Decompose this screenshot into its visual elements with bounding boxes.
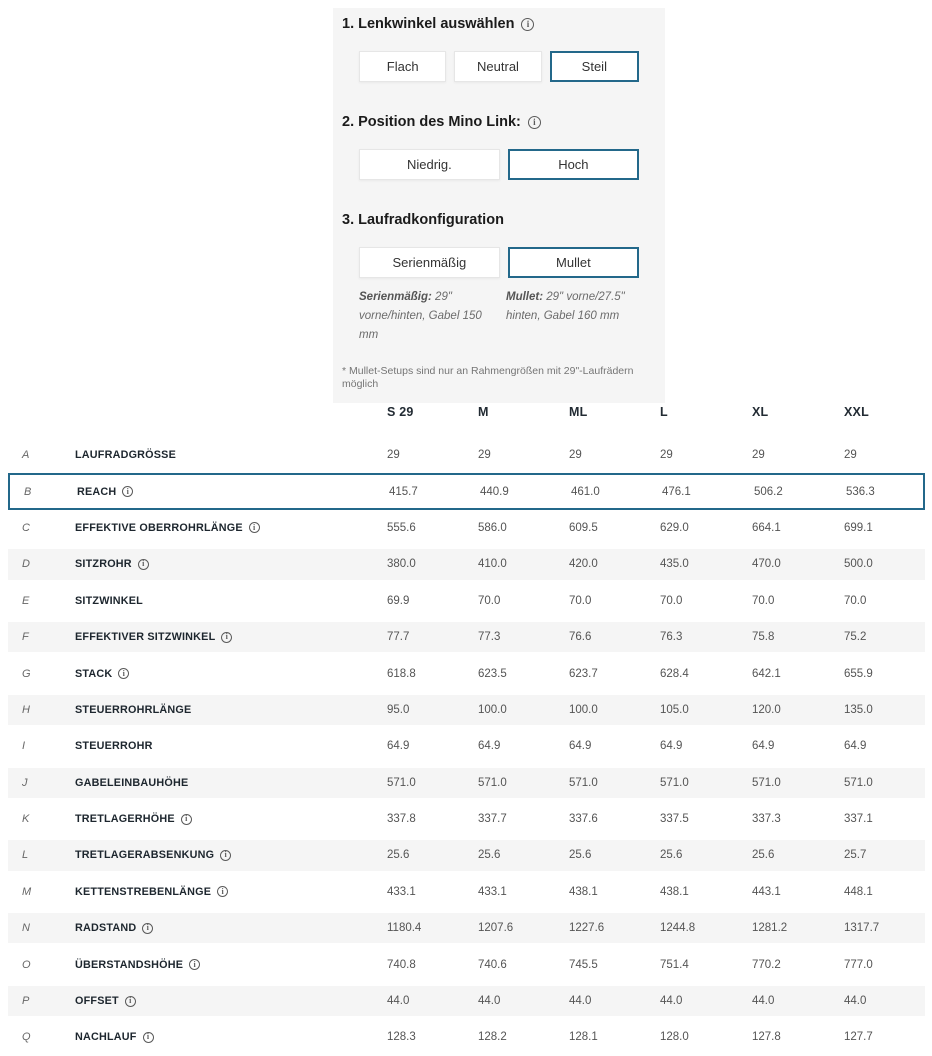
table-rows bbox=[8, 437, 925, 1056]
table-row-B[interactable] bbox=[8, 473, 925, 509]
cell-value: 470.0 bbox=[752, 558, 781, 571]
cell-value: 135.0 bbox=[844, 703, 873, 716]
info-icon[interactable]: i bbox=[220, 850, 231, 861]
table-row-E[interactable] bbox=[8, 583, 925, 619]
option-button-serienmig[interactable]: Serienmäßig bbox=[359, 247, 500, 278]
cell-value: 25.6 bbox=[387, 849, 410, 862]
cell-value: 70.0 bbox=[660, 594, 683, 607]
row-label bbox=[77, 486, 133, 498]
cell-value: 70.0 bbox=[478, 594, 501, 607]
cell-value: 25.6 bbox=[478, 849, 501, 862]
cell-value: 100.0 bbox=[569, 703, 598, 716]
cell-value: 337.3 bbox=[752, 813, 781, 826]
cell-value: 44.0 bbox=[752, 995, 775, 1008]
table-row-H[interactable] bbox=[8, 692, 925, 728]
row-letter: B bbox=[24, 485, 32, 498]
cell-value: 440.9 bbox=[480, 485, 509, 498]
row-label-text: EFFEKTIVE OBERROHRLÄNGE bbox=[75, 521, 243, 534]
cell-value: 337.5 bbox=[660, 813, 689, 826]
section-title-wheel-config-text: 3. Laufradkonfiguration bbox=[342, 212, 504, 228]
option-button-steil[interactable]: Steil bbox=[550, 51, 639, 82]
size-column-header: XL bbox=[752, 405, 769, 419]
cell-value: 777.0 bbox=[844, 958, 873, 971]
cell-value: 64.9 bbox=[752, 740, 775, 753]
cell-value: 618.8 bbox=[387, 667, 416, 680]
cell-value: 770.2 bbox=[752, 958, 781, 971]
cell-value: 435.0 bbox=[660, 558, 689, 571]
cell-value: 29 bbox=[660, 449, 673, 462]
cell-value: 75.2 bbox=[844, 631, 867, 644]
cell-value: 128.2 bbox=[478, 1031, 507, 1044]
row-letter: Q bbox=[22, 1031, 31, 1044]
row-label-text: ÜBERSTANDSHÖHE bbox=[75, 958, 184, 971]
row-label-text: KETTENSTREBENLÄNGE bbox=[75, 885, 212, 898]
description-mullet-text: 29" vorne/27.5" hinten, Gabel 160 mm bbox=[506, 291, 625, 322]
info-icon[interactable]: i bbox=[521, 18, 534, 31]
table-row-O[interactable] bbox=[8, 946, 925, 982]
cell-value: 29 bbox=[478, 449, 491, 462]
cell-value: 740.8 bbox=[387, 958, 416, 971]
row-letter: O bbox=[22, 958, 31, 971]
row-label bbox=[75, 704, 191, 716]
table-row-F[interactable] bbox=[8, 619, 925, 655]
row-label-text: STACK bbox=[75, 667, 113, 680]
table-row-A[interactable] bbox=[8, 437, 925, 473]
row-label bbox=[75, 522, 260, 534]
row-letter: A bbox=[22, 449, 30, 462]
size-column-header: XXL bbox=[844, 405, 869, 419]
section-title-mino-link bbox=[342, 115, 639, 130]
cell-value: 64.9 bbox=[569, 740, 592, 753]
cell-value: 120.0 bbox=[752, 703, 781, 716]
row-label-text: REACH bbox=[77, 485, 117, 498]
cell-value: 461.0 bbox=[571, 485, 600, 498]
cell-value: 623.5 bbox=[478, 667, 507, 680]
row-letter: I bbox=[22, 740, 26, 753]
cell-value: 70.0 bbox=[569, 594, 592, 607]
description-mullet bbox=[506, 288, 639, 345]
cell-value: 571.0 bbox=[569, 776, 598, 789]
cell-value: 128.3 bbox=[387, 1031, 416, 1044]
table-row-J[interactable] bbox=[8, 765, 925, 801]
info-icon[interactable]: i bbox=[217, 886, 228, 897]
cell-value: 751.4 bbox=[660, 958, 689, 971]
cell-value: 337.7 bbox=[478, 813, 507, 826]
cell-value: 740.6 bbox=[478, 958, 507, 971]
row-label bbox=[75, 777, 188, 789]
cell-value: 438.1 bbox=[660, 885, 689, 898]
cell-value: 571.0 bbox=[752, 776, 781, 789]
row-label bbox=[75, 631, 232, 643]
row-label bbox=[75, 668, 129, 680]
cell-value: 623.7 bbox=[569, 667, 598, 680]
cell-value: 448.1 bbox=[844, 885, 873, 898]
cell-value: 29 bbox=[844, 449, 857, 462]
cell-value: 433.1 bbox=[478, 885, 507, 898]
cell-value: 745.5 bbox=[569, 958, 598, 971]
row-label bbox=[75, 813, 192, 825]
cell-value: 100.0 bbox=[478, 703, 507, 716]
cell-value: 69.9 bbox=[387, 594, 410, 607]
wheel-config-options bbox=[359, 247, 639, 278]
section-title-head-angle bbox=[342, 17, 639, 32]
row-label bbox=[75, 959, 200, 971]
info-icon[interactable]: i bbox=[221, 632, 232, 643]
cell-value: 337.1 bbox=[844, 813, 873, 826]
cell-value: 506.2 bbox=[754, 485, 783, 498]
row-letter: K bbox=[22, 813, 30, 826]
cell-value: 76.3 bbox=[660, 631, 683, 644]
row-label bbox=[75, 995, 136, 1007]
cell-value: 44.0 bbox=[660, 995, 683, 1008]
row-letter: G bbox=[22, 667, 31, 680]
cell-value: 75.8 bbox=[752, 631, 775, 644]
cell-value: 95.0 bbox=[387, 703, 410, 716]
size-column-header: L bbox=[660, 405, 668, 419]
table-row-P[interactable] bbox=[8, 983, 925, 1019]
cell-value: 642.1 bbox=[752, 667, 781, 680]
cell-value: 44.0 bbox=[844, 995, 867, 1008]
cell-value: 1180.4 bbox=[387, 922, 422, 935]
option-button-mullet[interactable]: Mullet bbox=[508, 247, 639, 278]
cell-value: 420.0 bbox=[569, 558, 598, 571]
row-label bbox=[75, 595, 143, 607]
row-label bbox=[75, 849, 231, 861]
cell-value: 609.5 bbox=[569, 521, 598, 534]
cell-value: 438.1 bbox=[569, 885, 598, 898]
table-row-I[interactable] bbox=[8, 728, 925, 764]
info-icon[interactable]: i bbox=[528, 116, 541, 129]
cell-value: 1207.6 bbox=[478, 922, 514, 935]
cell-value: 127.8 bbox=[752, 1031, 781, 1044]
info-icon[interactable]: i bbox=[138, 559, 149, 570]
cell-value: 105.0 bbox=[660, 703, 689, 716]
row-letter: H bbox=[22, 703, 30, 716]
wheel-config-descriptions bbox=[359, 288, 639, 345]
section-title-head-angle-text: 1. Lenkwinkel auswählen bbox=[342, 16, 515, 32]
size-column-header: M bbox=[478, 405, 489, 419]
cell-value: 415.7 bbox=[389, 485, 418, 498]
option-button-hoch[interactable]: Hoch bbox=[508, 149, 639, 180]
cell-value: 44.0 bbox=[569, 995, 592, 1008]
cell-value: 128.0 bbox=[660, 1031, 689, 1044]
row-label-text: STEUERROHR bbox=[75, 740, 153, 753]
info-icon[interactable]: i bbox=[122, 486, 133, 497]
cell-value: 1244.8 bbox=[660, 922, 696, 935]
cell-value: 571.0 bbox=[478, 776, 507, 789]
info-icon[interactable]: i bbox=[249, 522, 260, 533]
description-standard-text: 29" vorne/hinten, Gabel 150 mm bbox=[359, 291, 482, 341]
size-column-header: ML bbox=[569, 405, 588, 419]
cell-value: 25.6 bbox=[752, 849, 775, 862]
row-letter: C bbox=[22, 521, 30, 534]
section-title-mino-link-text: 2. Position des Mino Link: bbox=[342, 114, 521, 130]
mullet-footnote: * Mullet-Setups sind nur an Rahmengrößen mit 29"-Laufrädern möglich bbox=[342, 365, 634, 390]
size-column-header: S 29 bbox=[387, 405, 414, 419]
size-header-row bbox=[0, 400, 932, 424]
row-label bbox=[75, 558, 149, 570]
geometry-config-panel bbox=[333, 8, 665, 403]
cell-value: 77.7 bbox=[387, 631, 410, 644]
cell-value: 44.0 bbox=[478, 995, 501, 1008]
table-row-L[interactable] bbox=[8, 837, 925, 873]
row-letter: F bbox=[22, 631, 29, 644]
info-icon[interactable]: i bbox=[189, 959, 200, 970]
row-label-text: TRETLAGERHÖHE bbox=[75, 813, 175, 826]
description-standard-lead: Serienmäßig: bbox=[359, 291, 432, 303]
row-label-text: EFFEKTIVER SITZWINKEL bbox=[75, 631, 216, 644]
head-angle-options bbox=[359, 51, 639, 82]
row-label-text: LAUFRADGRÖSSE bbox=[75, 449, 176, 462]
info-icon[interactable]: i bbox=[143, 1032, 154, 1043]
row-label-text: SITZROHR bbox=[75, 558, 132, 571]
mino-link-options bbox=[359, 149, 639, 180]
cell-value: 44.0 bbox=[387, 995, 410, 1008]
cell-value: 64.9 bbox=[478, 740, 501, 753]
row-label-text: OFFSET bbox=[75, 995, 119, 1008]
cell-value: 699.1 bbox=[844, 521, 873, 534]
row-letter: P bbox=[22, 995, 30, 1008]
cell-value: 25.6 bbox=[569, 849, 592, 862]
row-letter: M bbox=[22, 885, 32, 898]
geometry-table bbox=[0, 400, 932, 1054]
row-label-text: RADSTAND bbox=[75, 922, 137, 935]
cell-value: 571.0 bbox=[660, 776, 689, 789]
cell-value: 571.0 bbox=[387, 776, 416, 789]
row-label-text: GABELEINBAUHÖHE bbox=[75, 776, 189, 789]
cell-value: 433.1 bbox=[387, 885, 416, 898]
row-letter: D bbox=[22, 558, 30, 571]
cell-value: 25.6 bbox=[660, 849, 683, 862]
option-button-neutral[interactable]: Neutral bbox=[454, 51, 541, 82]
cell-value: 128.1 bbox=[569, 1031, 598, 1044]
row-letter: J bbox=[22, 776, 28, 789]
cell-value: 29 bbox=[569, 449, 582, 462]
table-row-M[interactable] bbox=[8, 874, 925, 910]
cell-value: 586.0 bbox=[478, 521, 507, 534]
table-row-K[interactable] bbox=[8, 801, 925, 837]
row-label-text: SITZWINKEL bbox=[75, 594, 143, 607]
cell-value: 410.0 bbox=[478, 558, 507, 571]
info-icon[interactable]: i bbox=[142, 923, 153, 934]
option-button-niedrig[interactable]: Niedrig. bbox=[359, 149, 500, 180]
cell-value: 64.9 bbox=[387, 740, 410, 753]
cell-value: 337.6 bbox=[569, 813, 598, 826]
row-label bbox=[75, 886, 228, 898]
description-standard bbox=[359, 288, 492, 345]
row-letter: L bbox=[22, 849, 29, 862]
cell-value: 500.0 bbox=[844, 558, 873, 571]
table-row-C[interactable] bbox=[8, 510, 925, 546]
row-label-text: NACHLAUF bbox=[75, 1031, 137, 1044]
row-letter: E bbox=[22, 594, 30, 607]
section-title-wheel-config bbox=[342, 213, 639, 228]
table-row-N[interactable] bbox=[8, 910, 925, 946]
cell-value: 1281.2 bbox=[752, 922, 788, 935]
cell-value: 64.9 bbox=[844, 740, 867, 753]
table-row-D[interactable] bbox=[8, 546, 925, 582]
cell-value: 29 bbox=[752, 449, 765, 462]
row-label bbox=[75, 449, 176, 461]
cell-value: 25.7 bbox=[844, 849, 867, 862]
table-row-Q[interactable] bbox=[8, 1019, 925, 1055]
cell-value: 127.7 bbox=[844, 1031, 873, 1044]
info-icon[interactable]: i bbox=[125, 996, 136, 1007]
cell-value: 443.1 bbox=[752, 885, 781, 898]
cell-value: 571.0 bbox=[844, 776, 873, 789]
row-label-text: TRETLAGERABSENKUNG bbox=[75, 849, 215, 862]
info-icon[interactable]: i bbox=[181, 814, 192, 825]
cell-value: 337.8 bbox=[387, 813, 416, 826]
cell-value: 555.6 bbox=[387, 521, 416, 534]
cell-value: 70.0 bbox=[752, 594, 775, 607]
info-icon[interactable]: i bbox=[118, 668, 129, 679]
cell-value: 77.3 bbox=[478, 631, 501, 644]
cell-value: 29 bbox=[387, 449, 400, 462]
row-label bbox=[75, 922, 153, 934]
cell-value: 64.9 bbox=[660, 740, 683, 753]
row-label bbox=[75, 740, 153, 752]
row-letter: N bbox=[22, 922, 30, 935]
row-label-text: STEUERROHRLÄNGE bbox=[75, 703, 192, 716]
description-mullet-lead: Mullet: bbox=[506, 291, 544, 303]
cell-value: 628.4 bbox=[660, 667, 689, 680]
cell-value: 655.9 bbox=[844, 667, 873, 680]
option-button-flach[interactable]: Flach bbox=[359, 51, 446, 82]
table-row-G[interactable] bbox=[8, 655, 925, 691]
cell-value: 476.1 bbox=[662, 485, 691, 498]
cell-value: 76.6 bbox=[569, 631, 592, 644]
cell-value: 70.0 bbox=[844, 594, 867, 607]
cell-value: 664.1 bbox=[752, 521, 781, 534]
cell-value: 629.0 bbox=[660, 521, 689, 534]
cell-value: 1227.6 bbox=[569, 922, 605, 935]
cell-value: 380.0 bbox=[387, 558, 416, 571]
row-label bbox=[75, 1031, 154, 1043]
cell-value: 1317.7 bbox=[844, 922, 880, 935]
cell-value: 536.3 bbox=[846, 485, 875, 498]
